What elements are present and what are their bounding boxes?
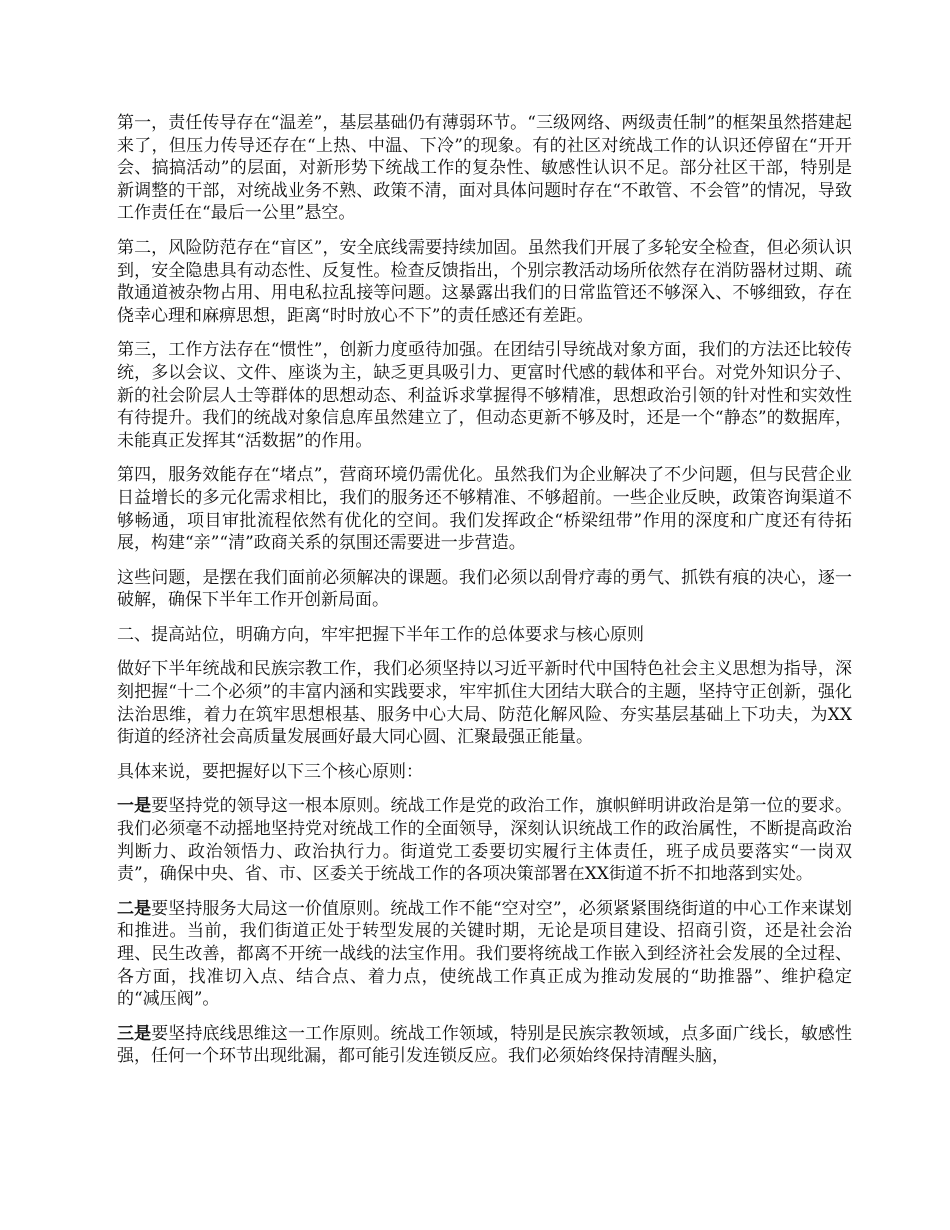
principle-one-lead: 一是 xyxy=(117,796,152,817)
paragraph-principles-intro: 具体来说，要把握好以下三个核心原则： xyxy=(117,761,423,782)
paragraph-summary: 这些问题，是摆在我们面前必须解决的课题。我们必须以刮骨疗毒的勇气、抓铁有痕的决心，逐一破解，确保下半年工作开创新局面。 xyxy=(117,567,852,611)
paragraph-service: 第四，服务效能存在“堵点”，营商环境仍需优化。虽然我们为企业解决了不少问题，但与民营企业日益增长的多元化需求相比，我们的服务还不够精准、不够超前。一些企业反映，政策咨询渠道不够畅通，项目审批流程依然有优化的空间。我们发挥政企“桥梁纽带”作用的深度和广度还有待拓展，构建“亲”“清”政商关系的氛围还需要进一步营造。 xyxy=(117,465,852,554)
principle-one xyxy=(117,795,852,885)
paragraph-method: 第三，工作方法存在“惯性”，创新力度亟待加强。在团结引导统战对象方面，我们的方法还比较传统，多以会议、文件、座谈为主，缺乏更具吸引力、更富时代感的载体和平台。对党外知识分子、新的社会阶层人士等群体的思想动态、利益诉求掌握得不够精准，思想政治引领的针对性和实效性有待提升。我们的统战对象信息库虽然建立了，但动态更新不够及时，还是一个“静态”的数据库，未能真正发挥其“活数据”的作用。 xyxy=(117,340,852,451)
principle-two-text: 要坚持服务大局这一价值原则。统战工作不能“空对空”，必须紧紧围绕街道的中心工作来谋划和推进。当前，我们街道正处于转型发展的关键时期，无论是项目建设、招商引资，还是社会治理、民生改善，都离不开统一战线的法宝作用。我们要将统战工作嵌入到经济社会发展的全过程、各方面，找准切入点、结合点、着力点，使统战工作真正成为推动发展的“助推器”、维护稳定的“减压阀”。 xyxy=(117,898,852,1010)
principle-two xyxy=(117,898,852,1011)
principle-three-lead: 三是 xyxy=(117,1023,152,1044)
principle-three xyxy=(117,1023,852,1068)
section-heading: 二、提高站位，明确方向，牢牢把握下半年工作的总体要求与核心原则 xyxy=(117,624,644,645)
paragraph-guidance: 做好下半年统战和民族宗教工作，我们必须坚持以习近平新时代中国特色社会主义思想为指导，深刻把握“十二个必须”的丰富内涵和实践要求，牢牢抓住大团结大联合的主题，坚持守正创新，强化法治思维，着力在筑牢思想根基、服务中心大局、防范化解风险、夯实基层基础上下功夫，为XX街道的经济社会高质量发展画好最大同心圆、汇聚最强正能量。 xyxy=(117,659,852,748)
principle-two-lead: 二是 xyxy=(117,898,152,919)
document-page xyxy=(117,112,852,1080)
principle-three-text: 要坚持底线思维这一工作原则。统战工作领域，特别是民族宗教领域，点多面广线长，敏感性强，任何一个环节出现纰漏，都可能引发连锁反应。我们必须始终保持清醒头脑， xyxy=(117,1023,853,1067)
paragraph-responsibility: 第一，责任传导存在“温差”，基层基础仍有薄弱环节。“三级网络、两级责任制”的框架虽然搭建起来了，但压力传导还存在“上热、中温、下冷”的现象。有的社区对统战工作的认识还停留在“开开会、搞搞活动”的层面，对新形势下统战工作的复杂性、敏感性认识不足。部分社区干部，特别是新调整的干部，对统战业务不熟、政策不清，面对具体问题时存在“不敢管、不会管”的情况，导致工作责任在“最后一公里”悬空。 xyxy=(117,113,852,224)
principle-one-text: 要坚持党的领导这一根本原则。统战工作是党的政治工作，旗帜鲜明讲政治是第一位的要求。我们必须毫不动摇地坚持党对统战工作的全面领导，深刻认识统战工作的政治属性，不断提高政治判断力、政治领悟力、政治执行力。街道党工委要切实履行主体责任，班子成员要落实“一岗双责”，确保中央、省、市、区委关于统战工作的各项决策部署在XX街道不折不扣地落到实处。 xyxy=(117,796,853,885)
paragraph-risk: 第二，风险防范存在“盲区”，安全底线需要持续加固。虽然我们开展了多轮安全检查，但必须认识到，安全隐患具有动态性、反复性。检查反馈指出，个别宗教活动场所依然存在消防器材过期、疏散通道被杂物占用、用电私拉乱接等问题。这暴露出我们的日常监管还不够深入、不够细致，存在侥幸心理和麻痹思想，距离“时时放心不下”的责任感还有差距。 xyxy=(117,237,852,326)
